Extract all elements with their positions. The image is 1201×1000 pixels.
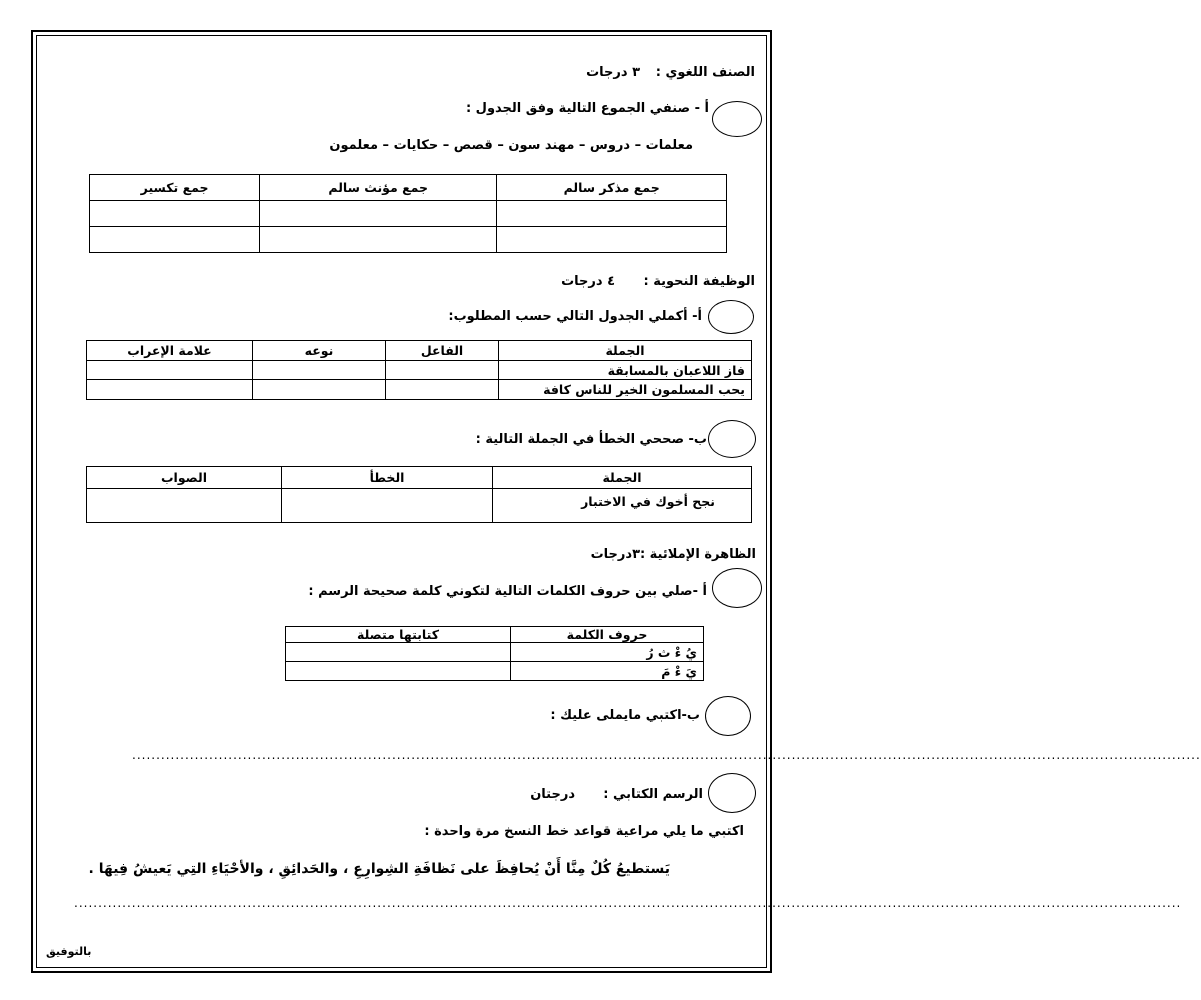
table-cell [253, 380, 386, 400]
grammar-table-b [86, 466, 752, 523]
table-header: علامة الإعراب [87, 341, 253, 361]
grammar-heading: الوظيفة النحوية : [643, 274, 755, 289]
table-header: نوعه [253, 341, 386, 361]
table-header: جمع تكسير [90, 175, 260, 201]
linguistic-heading: الصنف اللغوي : [655, 65, 755, 80]
table-cell [253, 361, 386, 380]
plurals-table [89, 174, 727, 253]
table-cell: نجح أخوك في الاختبار [493, 489, 752, 523]
dictation-answer-line: .............................................................................................................................................................................................................................. [132, 748, 1201, 762]
table-cell [90, 227, 260, 253]
spelling-question-a: أ -صلي بين حروف الكلمات التالية لتكوني كلمة صحيحة الرسم : [308, 584, 707, 599]
grammar-question-a: أ- أكملي الجدول التالي حسب المطلوب: [448, 309, 702, 324]
table-cell [90, 201, 260, 227]
table-header: جمع مؤنث سالم [260, 175, 497, 201]
table-cell [286, 662, 511, 681]
table-header: الصواب [87, 467, 282, 489]
grammar-table-a [86, 340, 752, 400]
handwriting-marks: درجتان [530, 787, 575, 802]
table-cell [497, 201, 727, 227]
handwriting-answer-line: ...................................................................................................................................................................................................................................... [74, 896, 1182, 910]
closing-text: بالتوفيق [46, 945, 92, 958]
table-cell [87, 380, 253, 400]
table-header: الخطأ [282, 467, 493, 489]
table-header: جمع مذكر سالم [497, 175, 727, 201]
spelling-heading: الظاهرة الإملائية : [639, 547, 756, 562]
table-cell [87, 489, 282, 523]
score-circle [708, 420, 756, 458]
spelling-marks: ٣درجات [590, 547, 640, 562]
table-header: الجملة [493, 467, 752, 489]
table-cell [282, 489, 493, 523]
score-circle [712, 568, 762, 608]
table-cell: يحب المسلمون الخير للناس كافة [499, 380, 752, 400]
score-circle [705, 696, 751, 736]
table-cell [87, 361, 253, 380]
handwriting-sentence: يَستطيعُ كُلٌ مِنَّا أَنْ يُحافِظَ على نَظافَةِ الشِوارِعِ ، والحَدائِقِ ، والأحْيَاءِ التِي يَعيشُ فِيهَا . [88, 861, 670, 877]
table-cell [260, 201, 497, 227]
table-cell [497, 227, 727, 253]
table-cell [260, 227, 497, 253]
score-circle [712, 101, 762, 137]
table-header: حروف الكلمة [511, 627, 704, 643]
grammar-marks: ٤ درجات [561, 274, 615, 289]
table-cell [386, 361, 499, 380]
handwriting-heading: الرسم الكتابي : [603, 787, 703, 802]
handwriting-instruction: اكتبي ما يلي مراعية قواعد خط النسخ مرة واحدة : [424, 824, 744, 839]
score-circle [708, 300, 754, 334]
table-cell: يَ ءْ مَ [511, 662, 704, 681]
table-header: كتابتها متصلة [286, 627, 511, 643]
table-header: الفاعل [386, 341, 499, 361]
table-cell: يُ ءْ ث رُ [511, 643, 704, 662]
spelling-table [285, 626, 704, 681]
table-cell: فاز اللاعبان بالمسابقة [499, 361, 752, 380]
spelling-question-b: ب-اكتبي مايملى عليك : [550, 708, 700, 723]
linguistic-question-a: أ - صنفي الجموع التالية وفق الجدول : [465, 101, 709, 116]
table-header: الجملة [499, 341, 752, 361]
grammar-question-b: ب- صححي الخطأ في الجملة التالية : [475, 432, 707, 447]
table-cell [386, 380, 499, 400]
linguistic-word-list: معلمات – دروس – مهند سون – قصص – حكايات – معلمون [329, 138, 693, 153]
linguistic-marks: ٣ درجات [586, 65, 640, 80]
table-cell [286, 643, 511, 662]
score-circle [708, 773, 756, 813]
